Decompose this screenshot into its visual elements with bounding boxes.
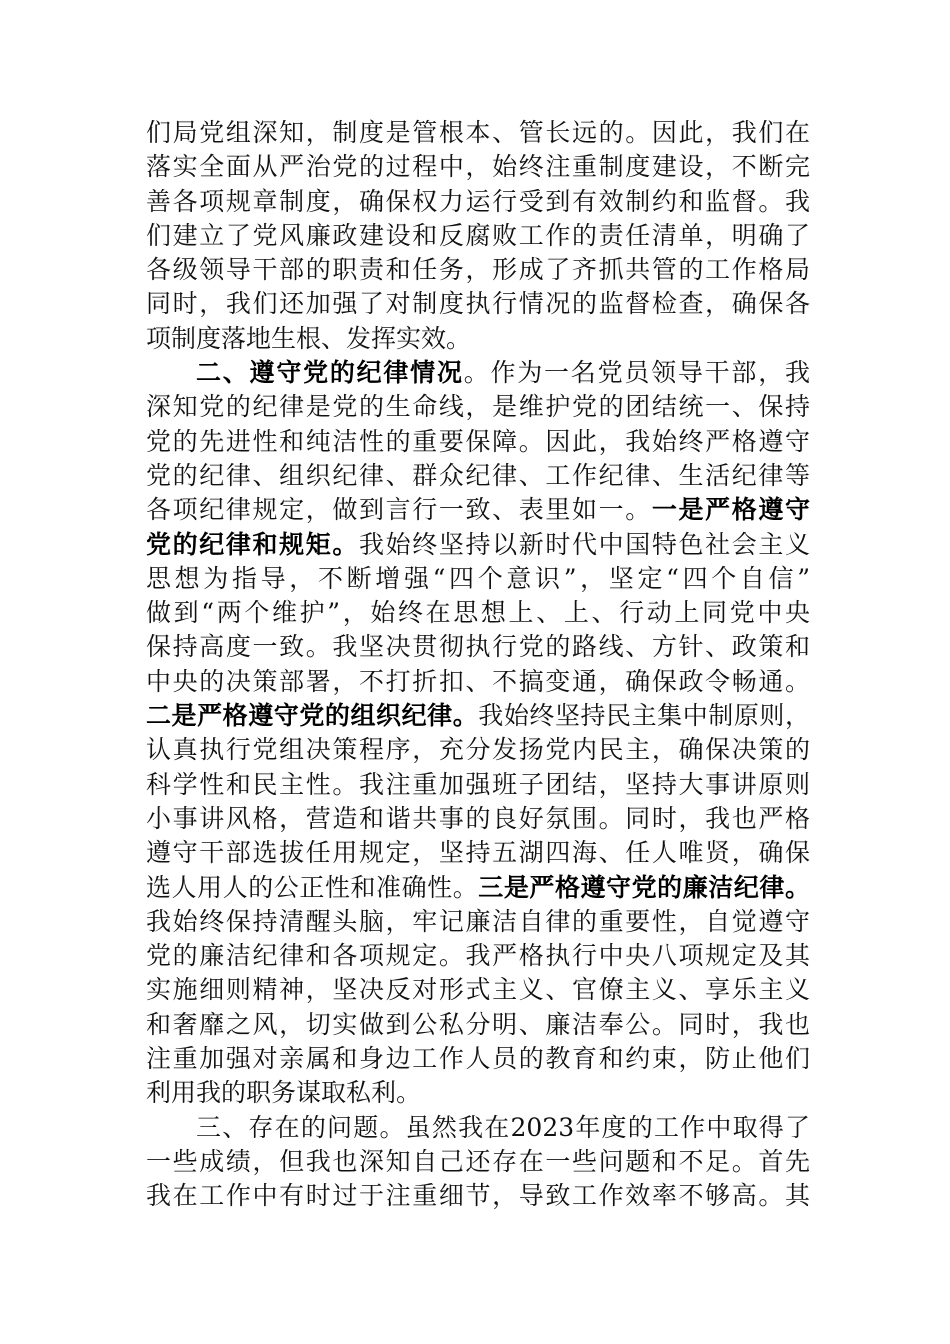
text-line: 各级领导干部的职责和任务，形成了齐抓共管的工作格局	[146, 255, 810, 285]
text-line: 同时，我们还加强了对制度执行情况的监督检查，确保各	[146, 289, 810, 319]
text-line: 选人用人的公正性和准确性。三是严格遵守党的廉洁纪律。	[146, 872, 810, 902]
text-line: 和奢靡之风，切实做到公私分明、廉洁奉公。同时，我也	[146, 1009, 810, 1039]
text-line: 们建立了党风廉政建设和反腐败工作的责任清单，明确了	[146, 220, 810, 250]
section-heading: 三、存在的问题	[196, 1112, 380, 1142]
text-line: 认真执行党组决策程序，充分发扬党内民主，确保决策的	[146, 735, 810, 765]
emphasis-text: 一是严格遵守	[651, 495, 810, 525]
text-line: 小事讲风格，营造和谐共事的良好氛围。同时，我也严格	[146, 803, 810, 833]
emphasis-text: 三是严格遵守党的廉洁纪律。	[478, 872, 810, 902]
text-line: 各项纪律规定，做到言行一致、表里如一。一是严格遵守	[146, 495, 810, 525]
text-line: 实施细则精神，坚决反对形式主义、官僚主义、享乐主义	[146, 975, 810, 1005]
text-line: 遵守干部选拔任用规定，坚持五湖四海、任人唯贤，确保	[146, 838, 810, 868]
emphasis-text: 党的纪律和规矩。	[146, 529, 359, 559]
text-line: 项制度落地生根、发挥实效。	[146, 323, 472, 353]
text-line: 我始终保持清醒头脑，牢记廉洁自律的重要性，自觉遵守	[146, 906, 810, 936]
text-line: 利用我的职务谋取私利。	[146, 1078, 422, 1108]
section-heading: 二、遵守党的纪律情况	[196, 358, 464, 388]
text-line: 注重加强对亲属和身边工作人员的教育和约束，防止他们	[146, 1044, 810, 1074]
document-body	[146, 116, 810, 1214]
text-line: 党的先进性和纯洁性的重要保障。因此，我始终严格遵守	[146, 426, 810, 456]
text-line: 中央的决策部署，不打折扣、不搞变通，确保政令畅通。	[146, 666, 810, 696]
text-line: 党的廉洁纪律和各项规定。我严格执行中央八项规定及其	[146, 941, 810, 971]
text-line: 思想为指导，不断增强“四个意识”，坚定“四个自信”	[146, 563, 810, 593]
text-line: 善各项规章制度，确保权力运行受到有效制约和监督。我	[146, 186, 810, 216]
text-line: 落实全面从严治党的过程中，始终注重制度建设，不断完	[146, 152, 810, 182]
text-line: 深知党的纪律是党的生命线，是维护党的团结统一、保持	[146, 392, 810, 422]
section-heading-line: 二、遵守党的纪律情况。作为一名党员领导干部，我	[196, 358, 810, 388]
text-line: 科学性和民主性。我注重加强班子团结，坚持大事讲原则	[146, 769, 810, 799]
text-line: 党的纪律和规矩。我始终坚持以新时代中国特色社会主义	[146, 529, 810, 559]
text-line: 二是严格遵守党的组织纪律。我始终坚持民主集中制原则，	[146, 701, 810, 731]
text-line: 们局党组深知，制度是管根本、管长远的。因此，我们在	[146, 118, 810, 147]
section-heading-line: 三、存在的问题。虽然我在2023年度的工作中取得了	[196, 1112, 810, 1142]
text-line: 保持高度一致。我坚决贯彻执行党的路线、方针、政策和	[146, 632, 810, 662]
emphasis-text: 二是严格遵守党的组织纪律。	[146, 701, 479, 731]
text-line: 我在工作中有时过于注重细节，导致工作效率不够高。其	[146, 1181, 810, 1211]
text-line: 一些成绩，但我也深知自己还存在一些问题和不足。首先	[146, 1146, 810, 1176]
text-line: 党的纪律、组织纪律、群众纪律、工作纪律、生活纪律等	[146, 460, 810, 490]
text-line: 做到“两个维护”，始终在思想上、上、行动上同党中央	[146, 598, 810, 628]
